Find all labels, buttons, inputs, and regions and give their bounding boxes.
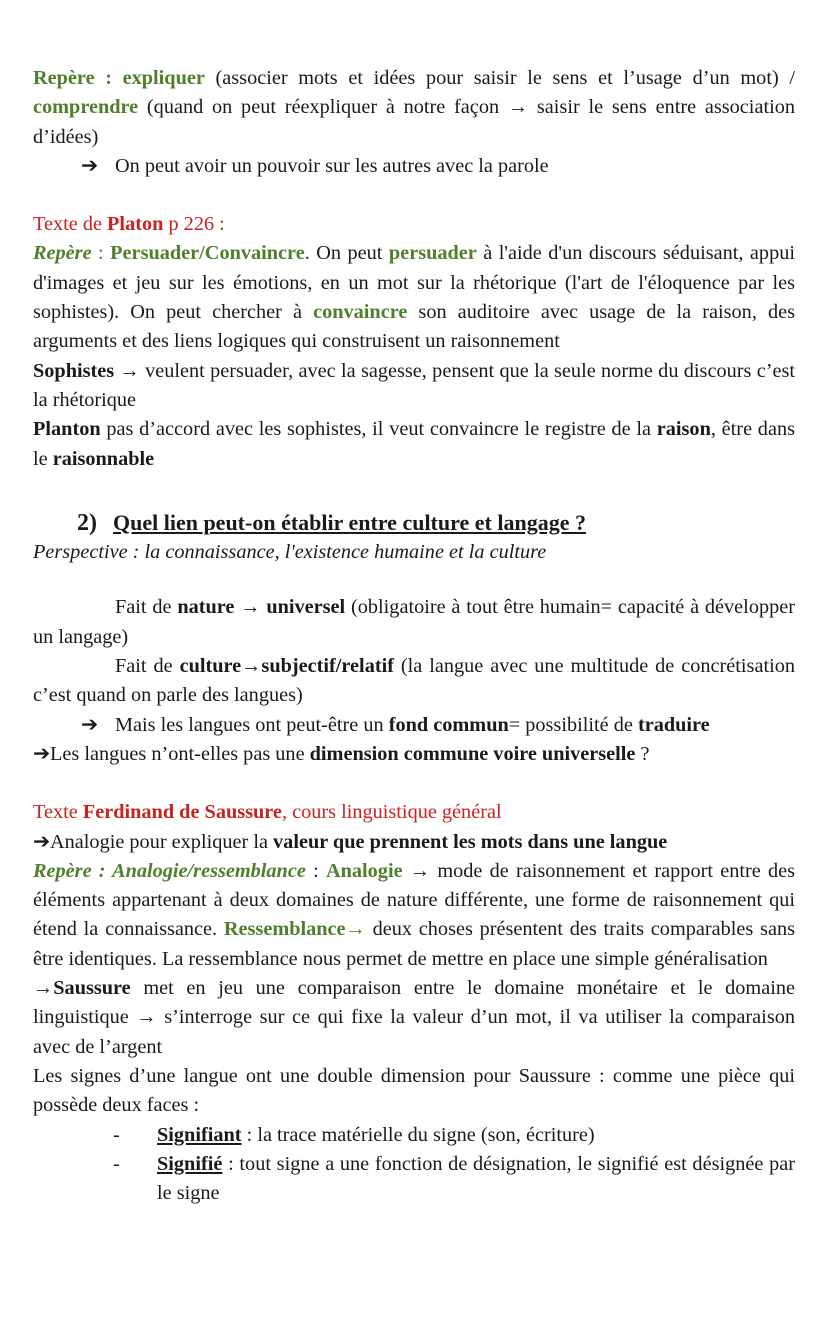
question-line	[33, 740, 795, 769]
repere-label: Repère : Analogie/ressemblance	[33, 859, 306, 882]
nature-term: nature	[177, 596, 235, 619]
traduire-term: traduire	[637, 713, 710, 736]
ressemblance-term: Ressemblance→	[223, 918, 366, 941]
comprendre-term: comprendre	[33, 96, 139, 119]
text-segment: son auditoire avec usage de la raison, des arguments et des liens logiques qui construisent un raisonnement	[33, 301, 795, 353]
text-segment: (obligatoire à tout être humain= capacité à développer un langage)	[33, 596, 795, 648]
planton-term: Planton	[33, 418, 101, 441]
text-segment: → mode de raisonnement et rapport entre des éléments appartenant à deux domaines de nature différente, une forme de raisonnement qui étend la connaissance.	[33, 859, 796, 941]
platon-heading	[33, 210, 795, 239]
culture-term: culture→subjectif/relatif	[179, 655, 394, 678]
saussure-heading	[33, 798, 795, 827]
text-segment: met en jeu une comparaison entre le domaine monétaire et le domaine linguistique → s’interroge sur ce qui fixe la valeur d’un mot, il va utiliser la comparaison avec de l’argent	[33, 977, 795, 1058]
planton-paragraph	[33, 415, 795, 474]
fond-commun-text	[115, 711, 710, 740]
signe-list	[33, 1121, 795, 1209]
arrow-right-icon: →	[33, 977, 54, 1000]
fond-commun-term: fond commun	[388, 713, 509, 736]
sophistes-paragraph	[33, 357, 795, 416]
repere-label: Repère	[33, 242, 92, 265]
platon-name: Platon	[107, 213, 164, 236]
saussure-name: Ferdinand de Saussure	[82, 801, 282, 824]
text-segment: pas d’accord avec les sophistes, il veut convaincre le registre de la	[100, 418, 657, 441]
text-segment: Analogie pour expliquer la	[50, 830, 274, 853]
text-segment: → veulent persuader, avec la sagesse, pensent que la seule norme du discours c’est la rhétorique	[33, 359, 795, 411]
text-segment: Fait de	[115, 596, 178, 619]
analogie-paragraph	[33, 857, 795, 974]
text-segment: . On peut	[304, 242, 389, 265]
arrow-right-icon: ➔	[33, 742, 50, 765]
text-segment: Fait de	[115, 655, 180, 678]
list-item-text: : tout signe a une fonction de désignation, le signifié est désignée par le signe	[157, 1152, 795, 1205]
text-segment: :	[305, 859, 326, 882]
signifiant-term: Signifiant	[157, 1123, 242, 1146]
text-segment: (quand on peut réexpliquer à notre façon → saisir le sens entre association d’idées)	[33, 96, 795, 148]
arrow-right-icon: ➔	[33, 830, 50, 853]
list-item-text: : la trace matérielle du signe (son, écriture)	[241, 1123, 595, 1146]
text-segment: (associer mots et idées pour saisir le sens et l’usage d’un mot) /	[204, 67, 795, 89]
list-dash: -	[113, 1123, 120, 1146]
text-segment: Mais les langues ont peut-être un	[115, 713, 389, 736]
text-segment: = possibilité de	[508, 713, 638, 736]
list-dash: -	[113, 1152, 120, 1175]
arrow-conclusion-text: On peut avoir un pouvoir sur les autres avec la parole	[115, 154, 549, 177]
valeur-term: valeur que prennent les mots dans une langue	[273, 830, 668, 853]
arrow-right-icon: ➔	[81, 154, 98, 177]
signes-paragraph: Les signes d’une langue ont une double dimension pour Saussure : comme une pièce qui possède deux faces :	[33, 1064, 795, 1117]
course-title: , cours linguistique général	[281, 801, 502, 824]
list-item	[33, 1150, 795, 1209]
saussure-comparison-paragraph	[33, 974, 795, 1062]
repere-expliquer-paragraph	[33, 64, 795, 152]
fait-nature-paragraph	[33, 593, 795, 652]
arrow-conclusion	[33, 152, 795, 181]
saussure-term: Saussure	[53, 977, 131, 1000]
raisonnable-term: raisonnable	[52, 447, 155, 470]
fond-commun-line	[33, 711, 795, 740]
analogie-term: Analogie	[325, 859, 403, 882]
arrow-right-icon: ➔	[81, 713, 98, 736]
text-segment: deux choses présentent des traits comparables sans être identiques. La ressemblance nous permet de mettre en place une simple généralisation	[33, 918, 795, 970]
convaincre-term: convaincre	[313, 301, 408, 324]
sophistes-term: Sophistes	[33, 359, 115, 382]
text-segment: (la langue avec une multitude de concrétisation c’est quand on parle des langues)	[33, 655, 795, 707]
text-segment: Les langues n’ont-elles pas une	[50, 742, 310, 765]
text-segment: →	[234, 596, 267, 619]
section-title: Quel lien peut-on établir entre culture et langage ?	[113, 509, 586, 535]
persuader-convaincre-paragraph	[33, 239, 795, 356]
text-segment: Texte	[33, 801, 83, 824]
universel-term: universel	[266, 596, 346, 619]
dimension-term: dimension commune voire universelle	[309, 742, 636, 765]
persuader-convaincre-term: Persuader/Convaincre	[110, 242, 305, 265]
text-segment: :	[91, 242, 111, 265]
perspective-line: Perspective : la connaissance, l'existence humaine et la culture	[33, 541, 547, 564]
persuader-term: persuader	[388, 242, 477, 265]
analogie-intro-line	[33, 828, 795, 857]
signifie-term: Signifié	[157, 1152, 223, 1175]
section-number: 2)	[77, 509, 97, 536]
raison-term: raison	[656, 418, 711, 441]
repere-expliquer-label: Repère : expliquer	[33, 67, 205, 89]
list-item	[33, 1121, 795, 1150]
text-segment: à l'aide d'un discours séduisant, appui d'images et jeu sur les émotions, en un mot sur la rhétorique (l'art de l'éloquence par les sophistes). On peut chercher à	[33, 242, 795, 324]
fait-culture-paragraph	[33, 652, 795, 711]
section-heading	[33, 508, 795, 538]
text-segment: Texte de	[33, 213, 108, 236]
text-segment: , être dans le	[33, 418, 795, 470]
page-reference: p 226 :	[163, 213, 225, 236]
text-segment: ?	[635, 742, 650, 765]
